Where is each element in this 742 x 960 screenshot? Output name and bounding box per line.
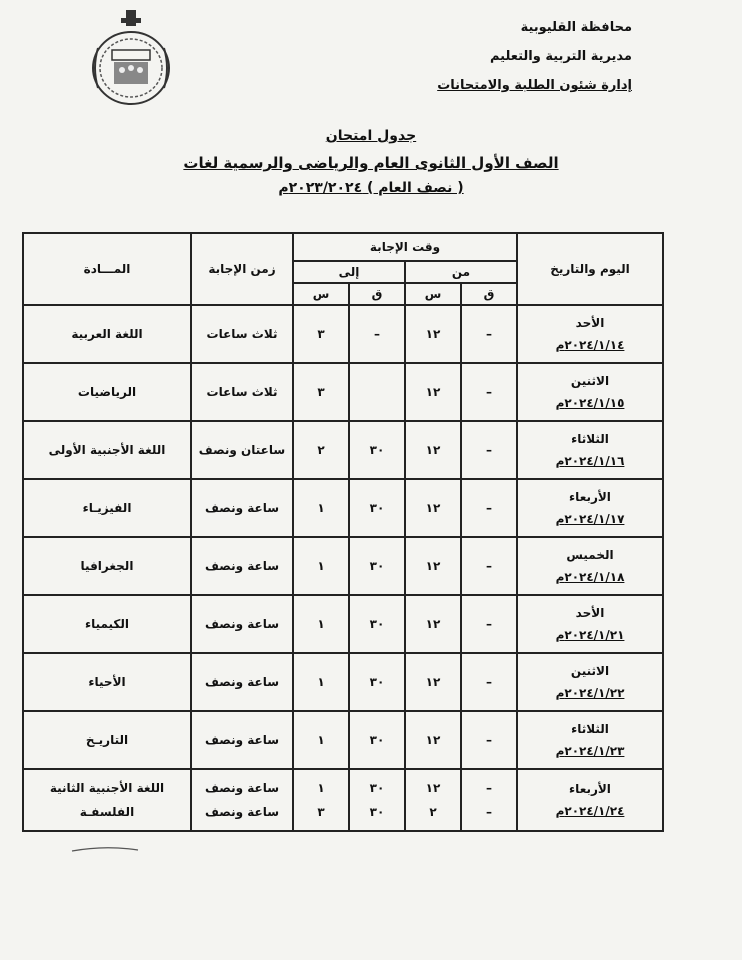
row-to-s: ١ [293,711,349,769]
exam-schedule-table [22,232,664,832]
schedule-rows [23,305,663,831]
row-from-s: ١٢ [405,479,461,537]
col-to: إلى [293,261,405,283]
row-duration: ساعة ونصف [191,711,293,769]
row-to-q: ٣٠ ٣٠ [349,769,405,831]
document-header [437,20,632,107]
row-date: ٢٠٢٤/١/٢١م [555,628,625,642]
row-subject: اللغة الأجنبية الأولى [23,421,191,479]
row-day: الخميس [566,548,614,562]
row-day: الأربعاء [569,782,611,796]
pen-mark-icon [70,845,140,853]
document-titles [0,128,742,206]
row-from-s: ١٢ [405,711,461,769]
row-date: ٢٠٢٤/١/٢٤م [555,804,625,818]
row-date: ٢٠٢٤/١/٢٣م [555,744,625,758]
table-row [23,595,663,653]
col-from-q: ق [461,283,517,305]
schedule-grade: الصف الأول الثانوى العام والرياضى والرسمية لغات [183,154,559,172]
row-duration: ثلاث ساعات [191,363,293,421]
table-row [23,421,663,479]
row-date: ٢٠٢٤/١/٢٢م [555,686,625,700]
col-answer-time: وقت الإجابة [293,233,517,261]
row-from-q: – [461,421,517,479]
row-from-s: ١٢ [405,537,461,595]
row-to-q: – [349,305,405,363]
row-duration: ساعة ونصف ساعة ونصف [191,769,293,831]
row-to-q [349,363,405,421]
row-day: الثلاثاء [571,432,609,446]
row-to-s: ١ [293,537,349,595]
row-from-s: ١٢ ٢ [405,769,461,831]
row-duration: ساعتان ونصف [191,421,293,479]
row-subject: التاريـخ [23,711,191,769]
col-from: من [405,261,517,283]
row-subject: الكيمياء [23,595,191,653]
row-to-s: ١ [293,595,349,653]
row-from-s: ١٢ [405,305,461,363]
header-department: إدارة شئون الطلبة والامتحانات [437,78,632,93]
schedule-title: جدول امتحان [325,128,417,144]
row-from-s: ١٢ [405,595,461,653]
col-to-q: ق [349,283,405,305]
row-to-q: ٣٠ [349,653,405,711]
table-row [23,305,663,363]
row-from-q: – [461,595,517,653]
col-duration: زمن الإجابة [191,233,293,305]
schedule-term: ( نصف العام ) ٢٠٢٣/٢٠٢٤م [278,180,464,196]
table-row [23,653,663,711]
col-subject: المـــادة [23,233,191,305]
row-from-s: ١٢ [405,363,461,421]
row-to-q: ٣٠ [349,595,405,653]
col-from-s: س [405,283,461,305]
row-to-s: ٣ [293,363,349,421]
row-to-q: ٣٠ [349,421,405,479]
table-row [23,711,663,769]
row-subject: الجغرافيا [23,537,191,595]
governorate-seal-icon [88,8,174,110]
row-duration: ساعة ونصف [191,595,293,653]
row-duration: ساعة ونصف [191,479,293,537]
row-from-q: – [461,479,517,537]
row-from-q: – [461,653,517,711]
row-to-s: ١ [293,479,349,537]
row-subject: الرياضيات [23,363,191,421]
row-to-s: ٣ [293,305,349,363]
row-to-q: ٣٠ [349,479,405,537]
row-day: الاثنين [570,664,610,678]
row-day: الثلاثاء [571,722,609,736]
row-day: الأحد [575,606,605,620]
row-from-q: – [461,537,517,595]
row-subject: الأحياء [23,653,191,711]
row-from-q: – [461,363,517,421]
row-to-s: ١ ٣ [293,769,349,831]
row-date: ٢٠٢٤/١/١٧م [555,512,625,526]
table-row [23,479,663,537]
row-date: ٢٠٢٤/١/١٨م [555,570,625,584]
row-subject: الفيزيـاء [23,479,191,537]
row-duration: ساعة ونصف [191,537,293,595]
header-directorate: مديرية التربية والتعليم [489,49,632,64]
row-date: ٢٠٢٤/١/١٥م [555,396,625,410]
row-to-q: ٣٠ [349,537,405,595]
row-from-q: – [461,305,517,363]
row-subject: اللغة العربية [23,305,191,363]
row-to-s: ١ [293,653,349,711]
row-from-s: ١٢ [405,653,461,711]
row-to-s: ٢ [293,421,349,479]
col-day-date: اليوم والتاريخ [517,233,663,305]
row-date: ٢٠٢٤/١/١٦م [555,454,625,468]
row-day: الاثنين [570,374,610,388]
row-date: ٢٠٢٤/١/١٤م [555,338,625,352]
header-governorate: محافظة القليوبية [520,20,632,35]
row-duration: ثلاث ساعات [191,305,293,363]
table-row [23,363,663,421]
table-row [23,537,663,595]
row-from-s: ١٢ [405,421,461,479]
row-day: الأربعاء [569,490,611,504]
row-from-q: – [461,711,517,769]
row-to-q: ٣٠ [349,711,405,769]
table-row [23,769,663,831]
col-to-s: س [293,283,349,305]
row-from-q: – – [461,769,517,831]
row-duration: ساعة ونصف [191,653,293,711]
row-day: الأحد [575,316,605,330]
row-subject: اللغة الأجنبية الثانية الفلسفـة [23,769,191,831]
